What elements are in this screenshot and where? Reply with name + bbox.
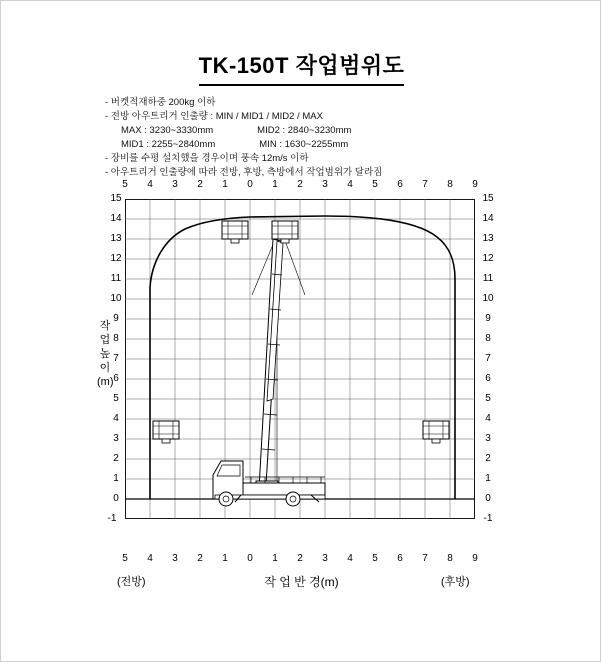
y-tick-right-2: 2 [485,453,491,464]
x-tick-top-3: 2 [197,179,203,190]
x-tick-bot-3: 2 [197,553,203,564]
x-tick-top-9: 4 [347,179,353,190]
y-tick-left-15: 15 [110,193,122,204]
x-tick-bot-6: 1 [272,553,278,564]
boom-assembly [256,239,283,493]
x-axis-ticks-top [1,179,601,193]
x-tick-bot-13: 8 [447,553,453,564]
x-tick-top-12: 7 [422,179,428,190]
x-tick-bot-4: 1 [222,553,228,564]
y-tick-right-12: 12 [482,253,494,264]
y-tick-right-11: 11 [482,273,494,284]
x-tick-top-2: 3 [172,179,178,190]
y-tick-right-15: 15 [482,193,494,204]
rear-direction-label: (후방) [441,576,470,588]
x-tick-top-0: 5 [122,179,128,190]
y-tick-right-14: 14 [482,213,494,224]
grid-lines [125,199,475,519]
x-tick-top-11: 6 [397,179,403,190]
x-tick-top-5: 0 [247,179,253,190]
x-axis-ticks-bottom [1,553,601,567]
x-tick-bot-1: 4 [147,553,153,564]
x-tick-bot-10: 5 [372,553,378,564]
x-tick-bot-8: 3 [322,553,328,564]
x-tick-bot-14: 9 [472,553,478,564]
x-axis-title: 작 업 반 경(m) [264,575,339,589]
x-tick-bot-0: 5 [122,553,128,564]
y-tick-left-10: 10 [110,293,122,304]
y-tick-right-9: 9 [485,313,491,324]
note-line-5: - 장비를 수평 설치했을 경우이며 풍속 12m/s 이하 [105,153,309,164]
note-min-value: MIN : 1630~2255mm [259,139,349,150]
y-tick-left-7: 7 [113,353,119,364]
x-tick-bot-7: 2 [297,553,303,564]
x-tick-bot-11: 6 [397,553,403,564]
note-line-4 [105,138,525,152]
y-tick-right-8: 8 [485,333,491,344]
y-tick-left-6: 6 [113,373,119,384]
y-tick-right-7: 7 [485,353,491,364]
y-tick-left-1: 1 [113,473,119,484]
y-tick-left-5: 5 [113,393,119,404]
bucket-icon-top-left [222,221,248,243]
x-tick-bot-9: 4 [347,553,353,564]
x-tick-top-1: 4 [147,179,153,190]
y-tick-right-1: 1 [485,473,491,484]
y-tick-left-8: 8 [113,333,119,344]
x-tick-top-7: 2 [297,179,303,190]
work-envelope-outline [150,216,455,499]
x-tick-top-6: 1 [272,179,278,190]
work-envelope-svg [125,199,475,519]
y-tick-right-6: 6 [485,373,491,384]
y-tick-left-0: 0 [113,493,119,504]
y-tick-left-m1: -1 [107,513,117,524]
chart-plot-area [125,199,475,519]
y-tick-left-12: 12 [110,253,122,264]
note-line-2: - 전방 아우트리거 인출량 : MIN / MID1 / MID2 / MAX [105,111,323,122]
y-tick-right-0: 0 [485,493,491,504]
y-tick-left-2: 2 [113,453,119,464]
note-mid1-value: MID1 : 2255~2840mm [121,139,216,150]
y-tick-right-3: 3 [485,433,491,444]
page-title: TK-150T 작업범위도 [199,49,405,86]
y-tick-left-14: 14 [110,213,122,224]
y-tick-left-4: 4 [113,413,119,424]
page-title-container [1,49,601,86]
y-tick-right-13: 13 [482,233,494,244]
y-tick-left-3: 3 [113,433,119,444]
x-tick-bot-2: 3 [172,553,178,564]
note-max-value: MAX : 3230~3330mm [121,125,214,136]
x-tick-top-14: 9 [472,179,478,190]
x-tick-top-4: 1 [222,179,228,190]
bucket-icon-right [423,421,449,443]
x-tick-top-8: 3 [322,179,328,190]
note-line-6: - 아우트리거 인출량에 따라 전방, 후방, 측방에서 작업범위가 달라짐 [105,167,383,178]
y-tick-left-9: 9 [113,313,119,324]
y-tick-right-10: 10 [482,293,494,304]
x-tick-bot-12: 7 [422,553,428,564]
y-axis-title: 작 업 높 이(m) [97,320,114,388]
y-tick-left-13: 13 [110,233,122,244]
x-tick-top-13: 8 [447,179,453,190]
note-line-3 [105,124,525,138]
truck-icon [213,461,325,506]
y-tick-right-5: 5 [485,393,491,404]
note-line-1: - 버켓적재하중 200kg 이하 [105,97,216,108]
specification-notes [105,96,525,180]
y-tick-right-4: 4 [485,413,491,424]
note-mid2-value: MID2 : 2840~3230mm [257,125,352,136]
x-tick-top-10: 5 [372,179,378,190]
y-tick-left-11: 11 [110,273,122,284]
front-direction-label: (전방) [117,576,146,588]
y-tick-right-m1: -1 [483,513,493,524]
x-tick-bot-5: 0 [247,553,253,564]
